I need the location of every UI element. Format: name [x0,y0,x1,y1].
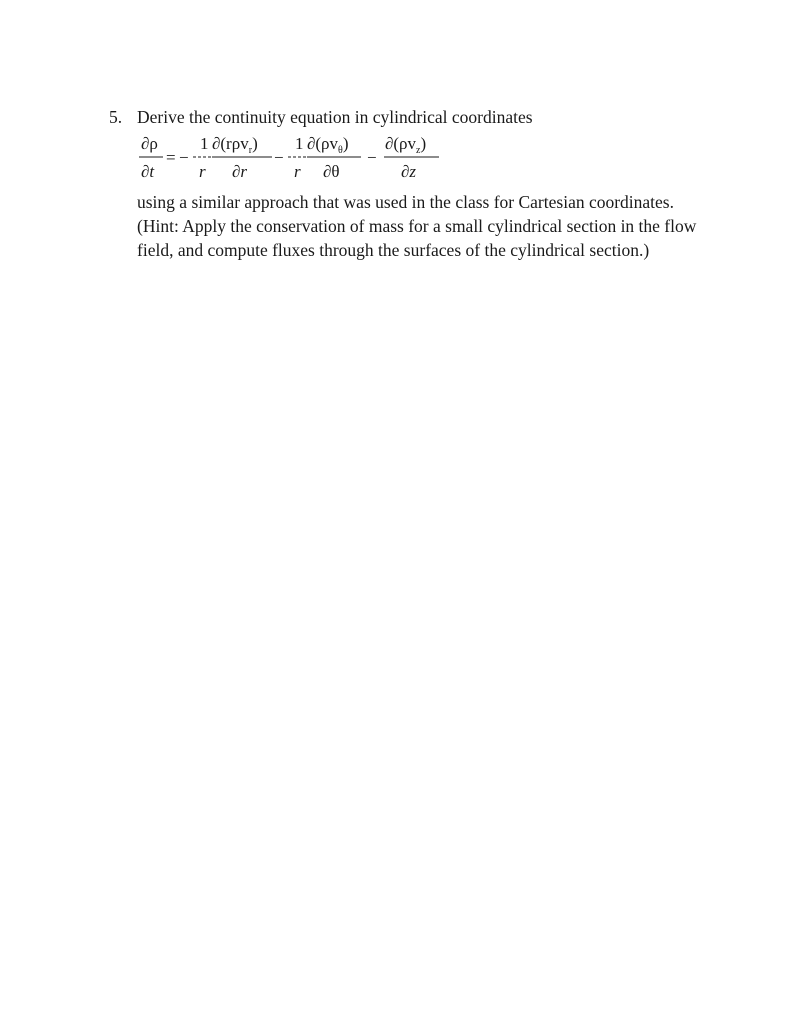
term2-coef-denominator: r [294,162,301,181]
term2-coef-numerator: 1 [295,134,304,153]
problem-prompt: Derive the continuity equation in cylindrical coordinates [137,107,533,127]
body-line-1: using a similar approach that was used in the class for Cartesian coordinates. [137,192,674,212]
body-line-3: field, and compute fluxes through the surfaces of the cylindrical section.) [137,240,650,260]
lhs-numerator: ∂ρ [141,134,158,153]
term3-numerator: $\partial(\rho v_z)$ [385,134,427,156]
problem-body [137,190,777,262]
term1-denominator: ∂r [232,162,248,181]
lhs-denominator: ∂t [141,162,155,181]
term2-denominator: ∂θ [323,162,340,181]
term1-numerator: ∂(rρv$_r$) [212,134,258,156]
continuity-equation [139,132,459,188]
term2-numerator: $\partial(\rho v_\theta)$ [307,134,349,156]
minus-sign-1: − [179,148,189,167]
equation-graphic [139,132,459,188]
minus-sign-2: − [274,148,284,167]
term3-denominator: ∂z [401,162,417,181]
problem-number: 5. [109,107,123,127]
equals-sign: = [166,148,176,167]
term1-coef-denominator: r [199,162,206,181]
minus-sign-3: − [367,148,377,167]
term1-coef-numerator: 1 [200,134,209,153]
body-line-2: (Hint: Apply the conservation of mass for a small cylindrical section in the flow [137,216,697,236]
